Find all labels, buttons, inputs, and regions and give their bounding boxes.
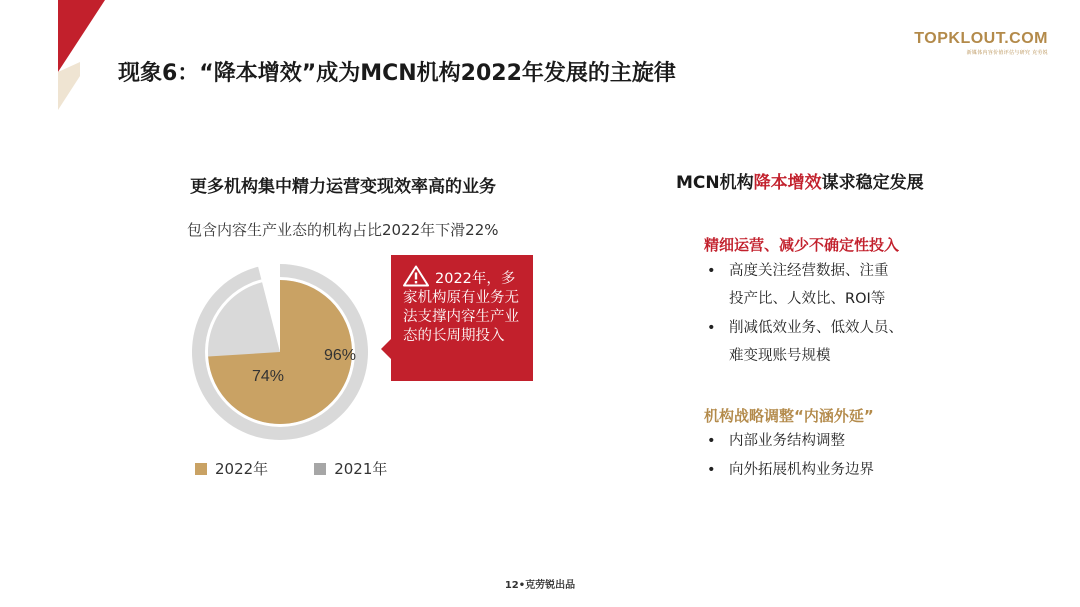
callout-text: 2022年，多家机构原有业务无法支撑内容生产业态的长周期投入 [403, 271, 519, 344]
brand-logo [914, 30, 1048, 56]
bullet-text-line1: 削减低效业务、低效人员、 [729, 320, 903, 336]
bullet-item [707, 456, 874, 484]
legend-label-2022: 2022年 [215, 460, 269, 478]
left-subheading: 包含内容生产业态的机构占比2022年下滑22% [187, 221, 499, 239]
legend-swatch-2021 [314, 463, 326, 475]
logo-subtext: 新媒体内容价值评估与研究 克劳锐 [966, 50, 1048, 56]
warning-icon [403, 265, 429, 287]
chart-legend [195, 458, 433, 479]
legend-swatch-2022 [195, 463, 207, 475]
pie-chart [190, 264, 370, 444]
page-footer: 12•克劳锐出品 [504, 580, 576, 591]
pie-label-2021: 96% [323, 347, 357, 364]
bullet-text-line1: 高度关注经营数据、注重 [729, 263, 889, 279]
callout-content [403, 265, 523, 346]
right-heading [676, 168, 924, 193]
bullet-item [707, 427, 845, 455]
section-title-operations: 精细运营、减少不确定性投入 [704, 236, 900, 254]
legend-item-2021 [314, 458, 387, 479]
section-title-strategy: 机构战略调整“内涵外延” [704, 407, 874, 425]
legend-item-2022 [195, 458, 268, 479]
page-title: 现象6：“降本增效”成为MCN机构2022年发展的主旋律 [118, 61, 676, 86]
pie-label-2022: 74% [251, 368, 285, 385]
right-heading-pre: MCN机构 [676, 173, 754, 193]
callout-pointer [381, 339, 391, 359]
logo-text: TOPKLOUT.COM [914, 30, 1048, 47]
corner-decoration [0, 0, 120, 120]
legend-label-2021: 2021年 [334, 460, 388, 478]
right-heading-post: 谋求稳定发展 [821, 173, 924, 193]
left-heading: 更多机构集中精力运营变现效率高的业务 [190, 177, 496, 197]
bullet-dot: • [707, 263, 716, 279]
bullet-dot: • [707, 320, 716, 336]
bullet-text-line2: 投产比、人效比、ROI等 [729, 291, 886, 307]
bullet-text-line2: 难变现账号规模 [729, 348, 831, 364]
bullet-text-line1: 向外拓展机构业务边界 [729, 462, 874, 478]
callout-box [391, 255, 533, 381]
bullet-text-line1: 内部业务结构调整 [729, 433, 845, 449]
bullet-item [707, 257, 889, 313]
bullet-item [707, 314, 903, 370]
right-heading-highlight: 降本增效 [753, 173, 822, 193]
bullet-dot: • [707, 433, 716, 449]
bullet-dot: • [707, 462, 716, 478]
